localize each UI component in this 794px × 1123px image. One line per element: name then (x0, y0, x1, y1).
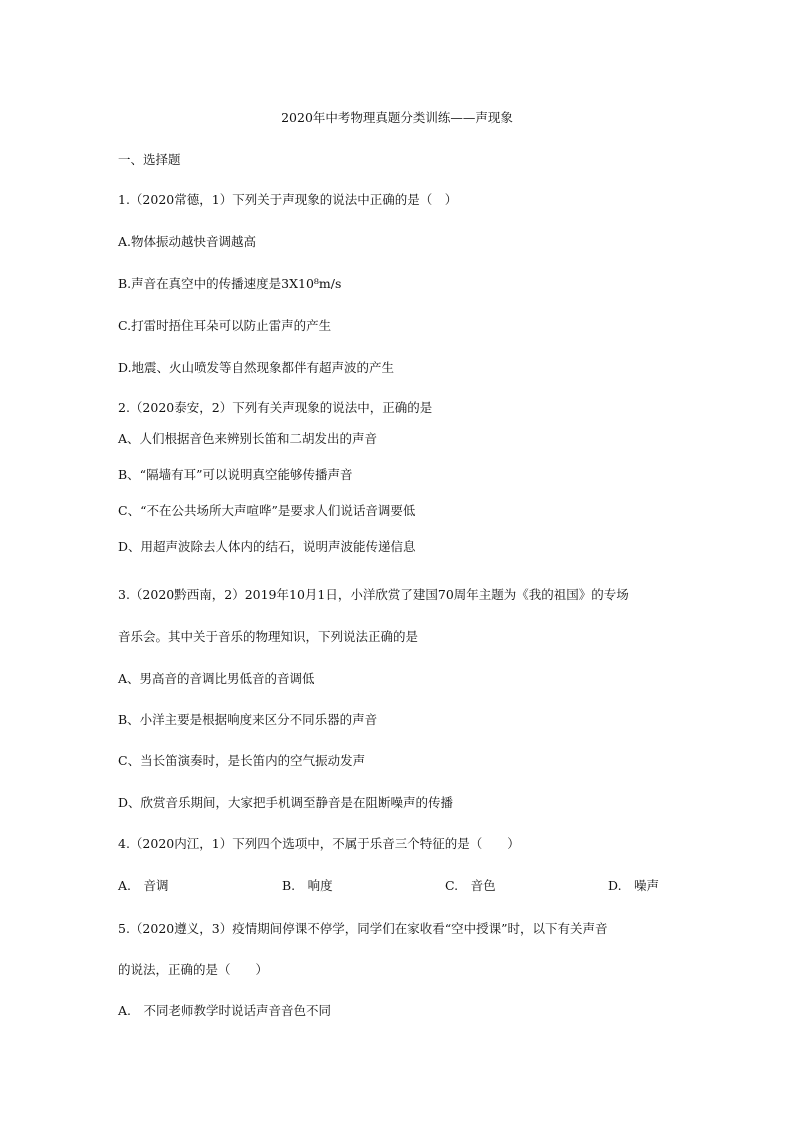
question-2-option-a: A、人们根据音色来辨别长笛和二胡发出的声音 (118, 431, 378, 446)
document-title: 2020年中考物理真题分类训练——声现象 (281, 110, 513, 125)
question-3-stem-line-2: 音乐会。其中关于音乐的物理知识，下列说法正确的是 (118, 629, 419, 644)
question-2-option-d: D、用超声波除去人体内的结石，说明声波能传递信息 (118, 539, 416, 554)
question-5-stem-line-1: 5.（2020遵义，3）疫情期间停课不停学，同学们在家收看“空中授课”时，以下有关声音 (118, 921, 608, 936)
question-5-stem-line-2: 的说法，正确的是（ ） (118, 962, 269, 977)
question-1-option-a: A.物体振动越快音调越高 (118, 234, 257, 249)
question-2-option-b: B、“隔墙有耳”可以说明真空能够传播声音 (118, 467, 353, 482)
question-1-option-b: B.声音在真空中的传播速度是3X10⁸m/s (118, 276, 342, 291)
question-1-stem: 1.（2020常德，1）下列关于声现象的说法中正确的是（ ） (118, 192, 458, 207)
question-4-stem: 4.（2020内江，1）下列四个选项中，不属于乐音三个特征的是（ ） (118, 836, 520, 851)
section-heading: 一、选择题 (118, 152, 181, 167)
question-4-option-b: B. 响度 (282, 878, 333, 893)
question-4-option-d: D. 噪声 (608, 878, 660, 893)
question-1-option-d: D.地震、火山喷发等自然现象都伴有超声波的产生 (118, 360, 395, 375)
question-3-option-b: B、小洋主要是根据响度来区分不同乐器的声音 (118, 712, 378, 727)
question-4-options (118, 878, 678, 894)
question-2-option-c: C、“不在公共场所大声喧哗”是要求人们说话音调要低 (118, 503, 416, 518)
question-5-option-a: A. 不同老师教学时说话声音音色不同 (118, 1003, 332, 1018)
question-4-option-a: A. 音调 (118, 878, 169, 893)
question-2-stem: 2.（2020泰安，2）下列有关声现象的说法中，正确的是 (118, 400, 433, 415)
question-4-option-c: C. 音色 (445, 878, 496, 893)
question-3-option-d: D、欣赏音乐期间，大家把手机调至静音是在阻断噪声的传播 (118, 795, 454, 810)
question-1-option-c: C.打雷时捂住耳朵可以防止雷声的产生 (118, 318, 332, 333)
question-3-option-c: C、当长笛演奏时，是长笛内的空气振动发声 (118, 753, 366, 768)
question-3-option-a: A、男高音的音调比男低音的音调低 (118, 671, 315, 686)
question-3-stem-line-1: 3.（2020黔西南，2）2019年10月1日，小洋欣赏了建国70周年主题为《我的祖国》的专场 (118, 587, 629, 602)
